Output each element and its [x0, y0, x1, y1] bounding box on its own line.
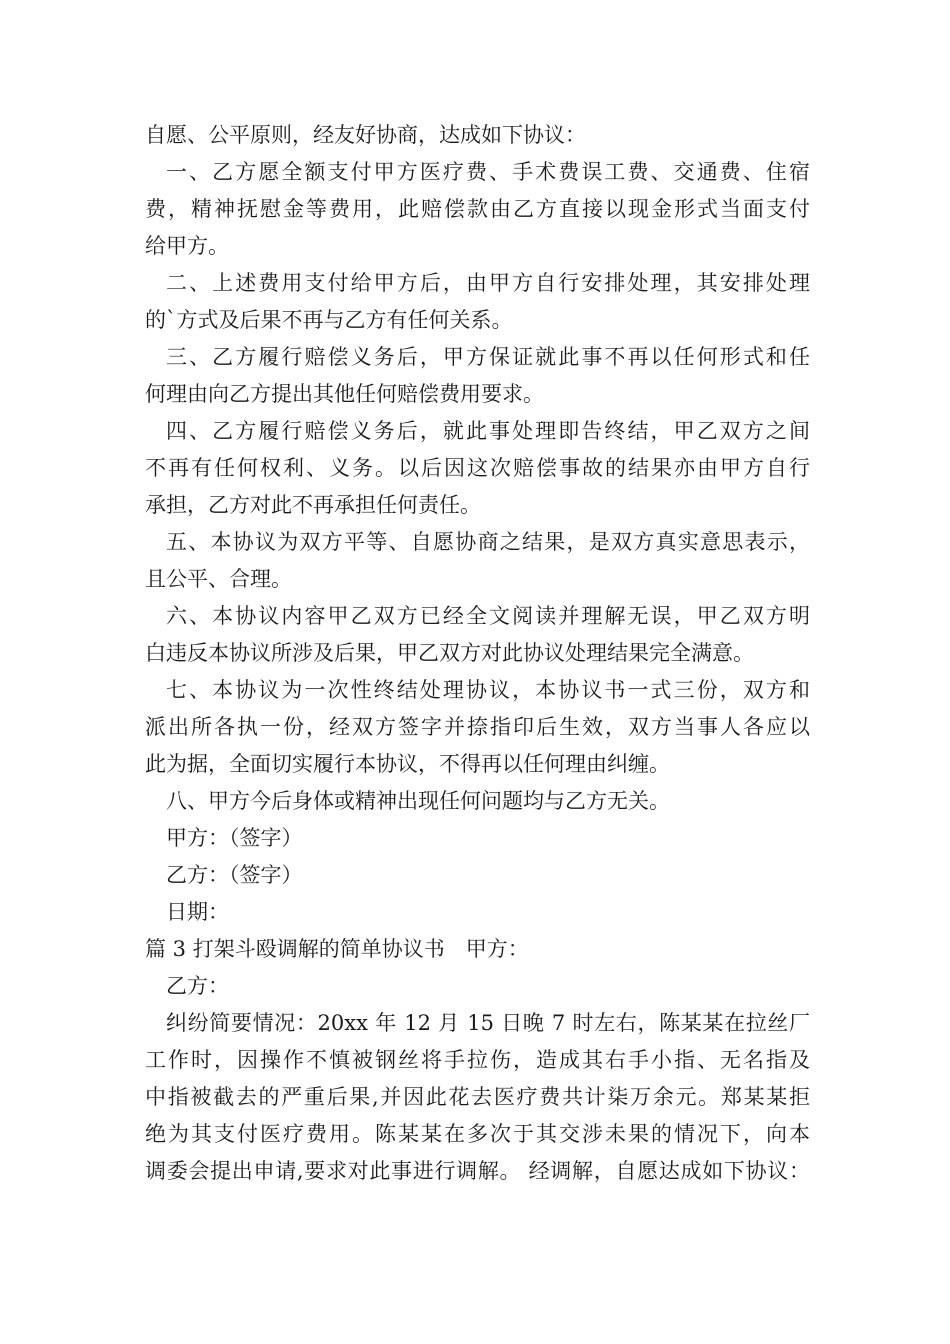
- paragraph-clause-6: [145, 598, 810, 672]
- text-line: 的`方式及后果不再与乙方有任何关系。: [145, 308, 513, 332]
- text-line: 八、甲方今后身体或精神出现任何问题均与乙方无关。: [166, 789, 670, 813]
- text-line: 此为据，全面切实履行本协议，不得再以任何理由纠缠。: [145, 752, 670, 776]
- text-line: 承担，乙方对此不再承担任何责任。: [145, 493, 481, 517]
- paragraph-intro: [145, 117, 810, 154]
- text-line: 且公平、合理。: [145, 567, 292, 591]
- text-line: 三、乙方履行赔偿义务后，甲方保证就此事不再以任何形式和任: [166, 345, 810, 369]
- text-line: 二、上述费用支付给甲方后，由甲方自行安排处理，其安排处理: [166, 271, 810, 295]
- paragraph-clause-2: [145, 265, 810, 339]
- text-line: 中指被截去的严重后果,并因此花去医疗费共计柒万余元。郑某某拒: [145, 1085, 810, 1109]
- text-line: 四、乙方履行赔偿义务后，就此事处理即告终结，甲乙双方之间: [166, 419, 810, 443]
- paragraph-clause-5: [145, 524, 810, 598]
- paragraph-clause-8: [145, 783, 810, 820]
- party-b-line: [145, 968, 810, 1005]
- text-line: 乙方：（签字）: [166, 863, 303, 887]
- text-line: 不再有任何权利、义务。以后因这次赔偿事故的结果亦由甲方自行: [145, 456, 810, 480]
- text-line: 一、乙方愿全额支付甲方医疗费、手术费误工费、交通费、住宿: [166, 160, 810, 184]
- text-line: 自愿、公平原则，经友好协商，达成如下协议：: [145, 123, 586, 147]
- text-line: 五、本协议为双方平等、自愿协商之结果，是双方真实意思表示，: [166, 530, 810, 554]
- paragraph-clause-1: [145, 154, 810, 265]
- text-line: 何理由向乙方提出其他任何赔偿费用要求。: [145, 382, 544, 406]
- text-line: 派出所各执一份，经双方签字并捺指印后生效，双方当事人各应以: [145, 715, 810, 739]
- text-line: 篇 3 打架斗殴调解的简单协议书 甲方：: [145, 937, 529, 961]
- date-line: [145, 894, 810, 931]
- signature-party-b: [145, 857, 810, 894]
- paragraph-clause-4: [145, 413, 810, 524]
- paragraph-clause-7: [145, 672, 810, 783]
- text-line: 给甲方。: [145, 234, 229, 258]
- section-heading: [145, 931, 810, 968]
- signature-party-a: [145, 820, 810, 857]
- paragraph-dispute-summary: [145, 1005, 810, 1190]
- text-line: 调委会提出申请,要求对此事进行调解。 经调解，自愿达成如下协议：: [145, 1159, 810, 1183]
- text-line: 日期：: [166, 900, 229, 924]
- text-line: 七、本协议为一次性终结处理协议，本协议书一式三份，双方和: [166, 678, 810, 702]
- paragraph-clause-3: [145, 339, 810, 413]
- text-line: 白违反本协议所涉及后果，甲乙双方对此协议处理结果完全满意。: [145, 641, 754, 665]
- text-line: 甲方：（签字）: [166, 826, 303, 850]
- text-line: 工作时，因操作不慎被钢丝将手拉伤，造成其右手小指、无名指及: [145, 1048, 810, 1072]
- document-page: [145, 117, 810, 1190]
- text-line: 六、本协议内容甲乙双方已经全文阅读并理解无误，甲乙双方明: [166, 604, 810, 628]
- text-line: 纠纷简要情况：20xx 年 12 月 15 日晚 7 时左右，陈某某在拉丝厂: [166, 1011, 810, 1035]
- text-line: 费，精神抚慰金等费用，此赔偿款由乙方直接以现金形式当面支付: [145, 197, 810, 221]
- text-line: 乙方：: [166, 974, 229, 998]
- text-line: 绝为其支付医疗费用。陈某某在多次于其交涉未果的情况下，向本: [145, 1122, 810, 1146]
